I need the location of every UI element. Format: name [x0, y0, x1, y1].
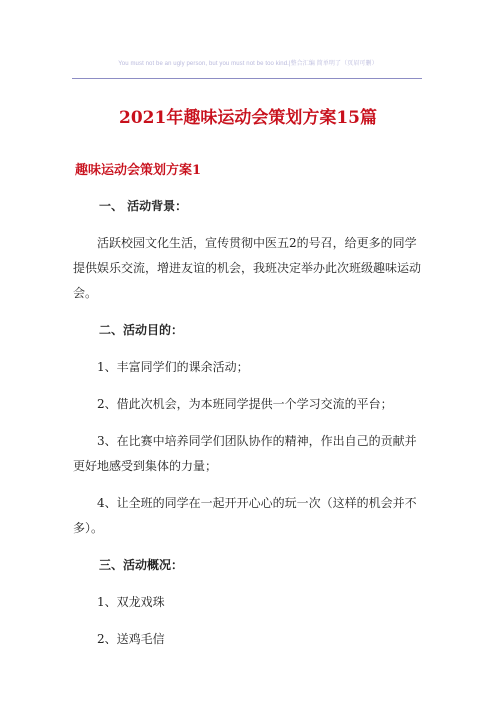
purpose-item-1: 1、丰富同学们的课余活动； [97, 360, 249, 374]
heading-purpose: 二、活动目的： [99, 323, 184, 337]
event-item-1: 1、双龙戏珠 [97, 595, 165, 609]
document-title: 2021年趣味运动会策划方案15篇 [119, 108, 377, 128]
paragraph-background: 活跃校园文化生活，宣传贯彻中医五2的号召，给更多的同学提供娱乐交流，增进友谊的机会，我班决定举办此次班级趣味运动会。 [73, 236, 422, 300]
event-item-2: 2、送鸡毛信 [97, 632, 165, 646]
page-header-note: You must not be an ugly person, but you must not be too kind.|整合汇编 简单明了（页眉可删） [118, 61, 378, 67]
purpose-item-4: 4、让全班的同学在一起开开心心的玩一次（这样的机会并不多）。 [73, 496, 417, 535]
purpose-item-3: 3、在比赛中培养同学们团队协作的精神，作出自己的贡献并更好地感受到集体的力量； [73, 434, 417, 473]
heading-overview: 三、活动概况： [99, 558, 184, 572]
header-divider [72, 78, 422, 79]
section-title: 趣味运动会策划方案1 [75, 163, 202, 178]
heading-background: 一、 活动背景： [99, 199, 188, 213]
purpose-item-2: 2、借此次机会，为本班同学提供一个学习交流的平台； [97, 397, 393, 411]
